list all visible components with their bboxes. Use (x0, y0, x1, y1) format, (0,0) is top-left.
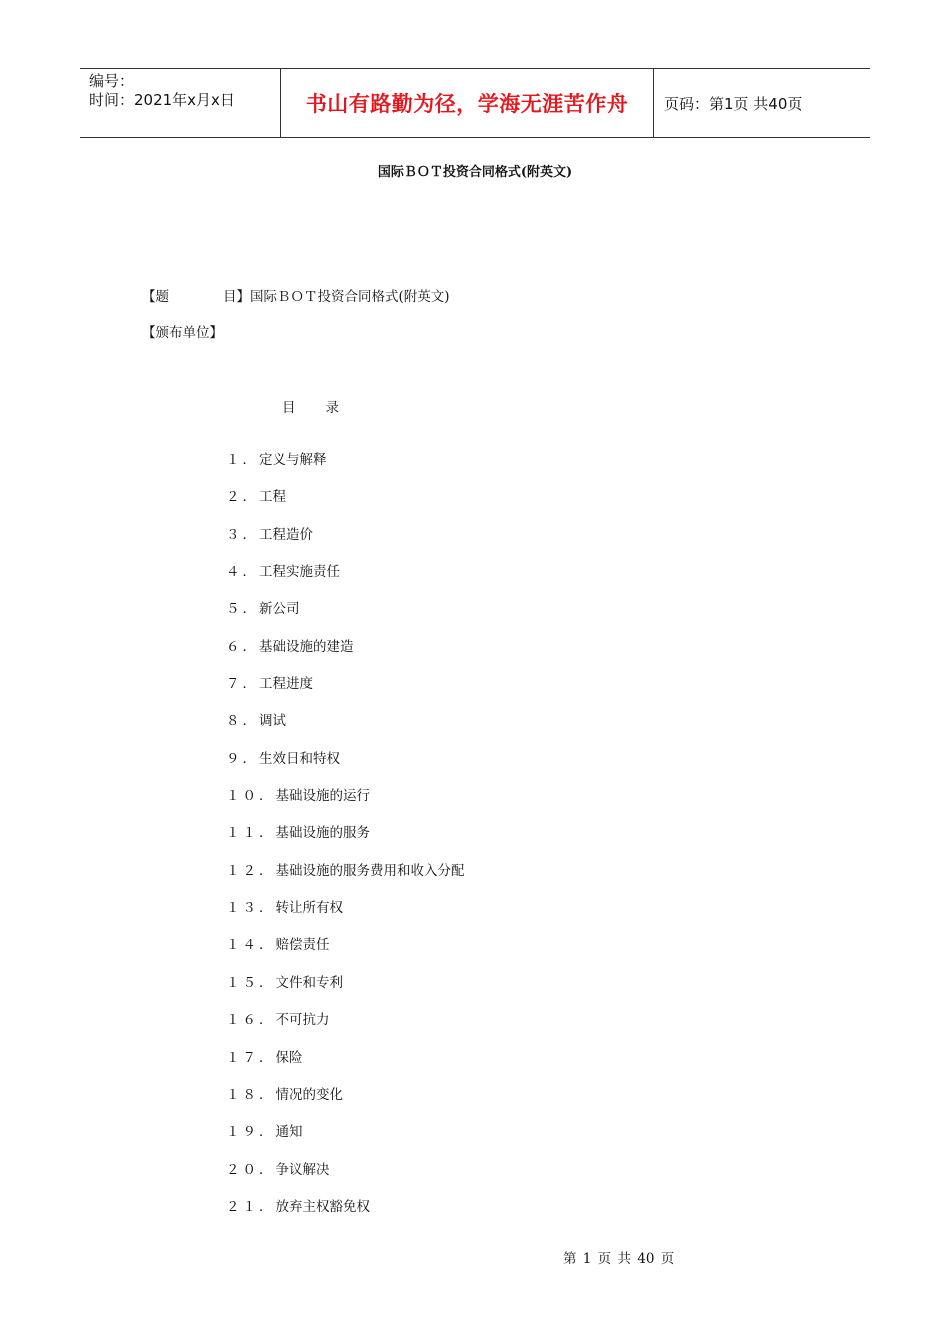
toc-item-text: 基础设施的运行 (275, 788, 370, 805)
toc-item-text: 不可抗力 (275, 1012, 330, 1029)
toc-item-number: ４． (226, 564, 259, 581)
toc-list (226, 450, 465, 1234)
toc-item-text: 定义与解释 (259, 452, 327, 468)
toc-item (226, 898, 465, 935)
toc-item-text: 保险 (275, 1049, 303, 1066)
toc-item-text: 通知 (275, 1124, 303, 1141)
toc-item (226, 861, 465, 898)
toc-item-number: ２０． (226, 1161, 276, 1178)
toc-item-number: １２． (226, 862, 276, 879)
header-left-cell (80, 69, 281, 137)
toc-item (226, 823, 465, 860)
toc-item-text: 情况的变化 (275, 1086, 343, 1103)
subject-value: 国际ＢＯＴ投资合同格式(附英文) (250, 289, 450, 305)
document-title: 国际ＢＯＴ投资合同格式(附英文) (377, 165, 573, 180)
toc-item-text: 放弃主权豁免权 (275, 1198, 370, 1215)
time-label: 时间：2021年x月x日 (89, 91, 235, 109)
toc-item-text: 新公司 (259, 601, 300, 618)
toc-item (226, 487, 465, 524)
toc-item (226, 749, 465, 786)
page-info: 页码：第1页 共40页 (664, 94, 803, 113)
toc-item-text: 赔偿责任 (275, 937, 330, 954)
toc-item (226, 786, 465, 823)
toc-item-text: 转让所有权 (275, 900, 343, 917)
toc-item-number: ２． (226, 489, 259, 506)
toc-item (226, 711, 465, 748)
toc-item (226, 674, 465, 711)
toc-item-text: 生效日和特权 (259, 750, 340, 767)
toc-item-number: ８． (226, 713, 259, 730)
toc-item-number: ２１． (226, 1198, 276, 1215)
toc-item-number: ７． (226, 676, 259, 693)
toc-item (226, 935, 465, 972)
toc-item-number: １９． (226, 1124, 276, 1141)
toc-item-text: 争议解决 (275, 1161, 330, 1178)
issuer-line (142, 321, 223, 341)
toc-item-text: 工程 (259, 489, 286, 506)
toc-item-number: １６． (226, 1012, 276, 1029)
toc-item-text: 文件和专利 (275, 974, 343, 991)
toc-item (226, 1085, 465, 1122)
page-footer: 第 1 页 共 40 页 (563, 1251, 675, 1267)
toc-item-number: １５． (226, 974, 276, 991)
toc-item-text: 工程进度 (259, 676, 313, 693)
slogan: 书山有路勤为径，学海无涯苦作舟 (281, 69, 654, 137)
issuer-label: 【颁布单位】 (142, 325, 223, 341)
toc-item (226, 450, 465, 487)
toc-item-number: １４． (226, 937, 276, 954)
toc-item-number: １８． (226, 1086, 276, 1103)
toc-item-text: 基础设施的服务 (275, 825, 370, 842)
toc-item (226, 525, 465, 562)
toc-item-text: 调试 (259, 713, 286, 730)
toc-item (226, 1048, 465, 1085)
toc-item-number: １０． (226, 788, 276, 805)
number-label: 编号： (89, 72, 135, 90)
toc-item-text: 基础设施的建造 (259, 638, 354, 655)
toc-item (226, 973, 465, 1010)
toc-item (226, 1122, 465, 1159)
toc-item-number: ９． (226, 750, 259, 767)
subject-label: 【题 目】 (142, 289, 250, 305)
toc-item-number: １． (226, 452, 259, 468)
header-table (80, 68, 870, 138)
toc-item-number: ３． (226, 526, 259, 543)
toc-item-number: １１． (226, 825, 276, 842)
toc-item-number: １７． (226, 1049, 276, 1066)
subject-line (142, 285, 450, 305)
toc-item (226, 637, 465, 674)
toc-item (226, 1197, 465, 1234)
toc-item-number: ５． (226, 601, 259, 618)
toc-item (226, 1010, 465, 1047)
toc-item-text: 工程造价 (259, 526, 313, 543)
toc-item-number: ６． (226, 638, 259, 655)
toc-item-text: 工程实施责任 (259, 564, 340, 581)
toc-item-text: 基础设施的服务费用和收入分配 (275, 862, 465, 879)
toc-item (226, 1160, 465, 1197)
toc-item (226, 562, 465, 599)
toc-item (226, 599, 465, 636)
toc-heading: 目 录 (282, 400, 340, 416)
toc-item-number: １３． (226, 900, 276, 917)
